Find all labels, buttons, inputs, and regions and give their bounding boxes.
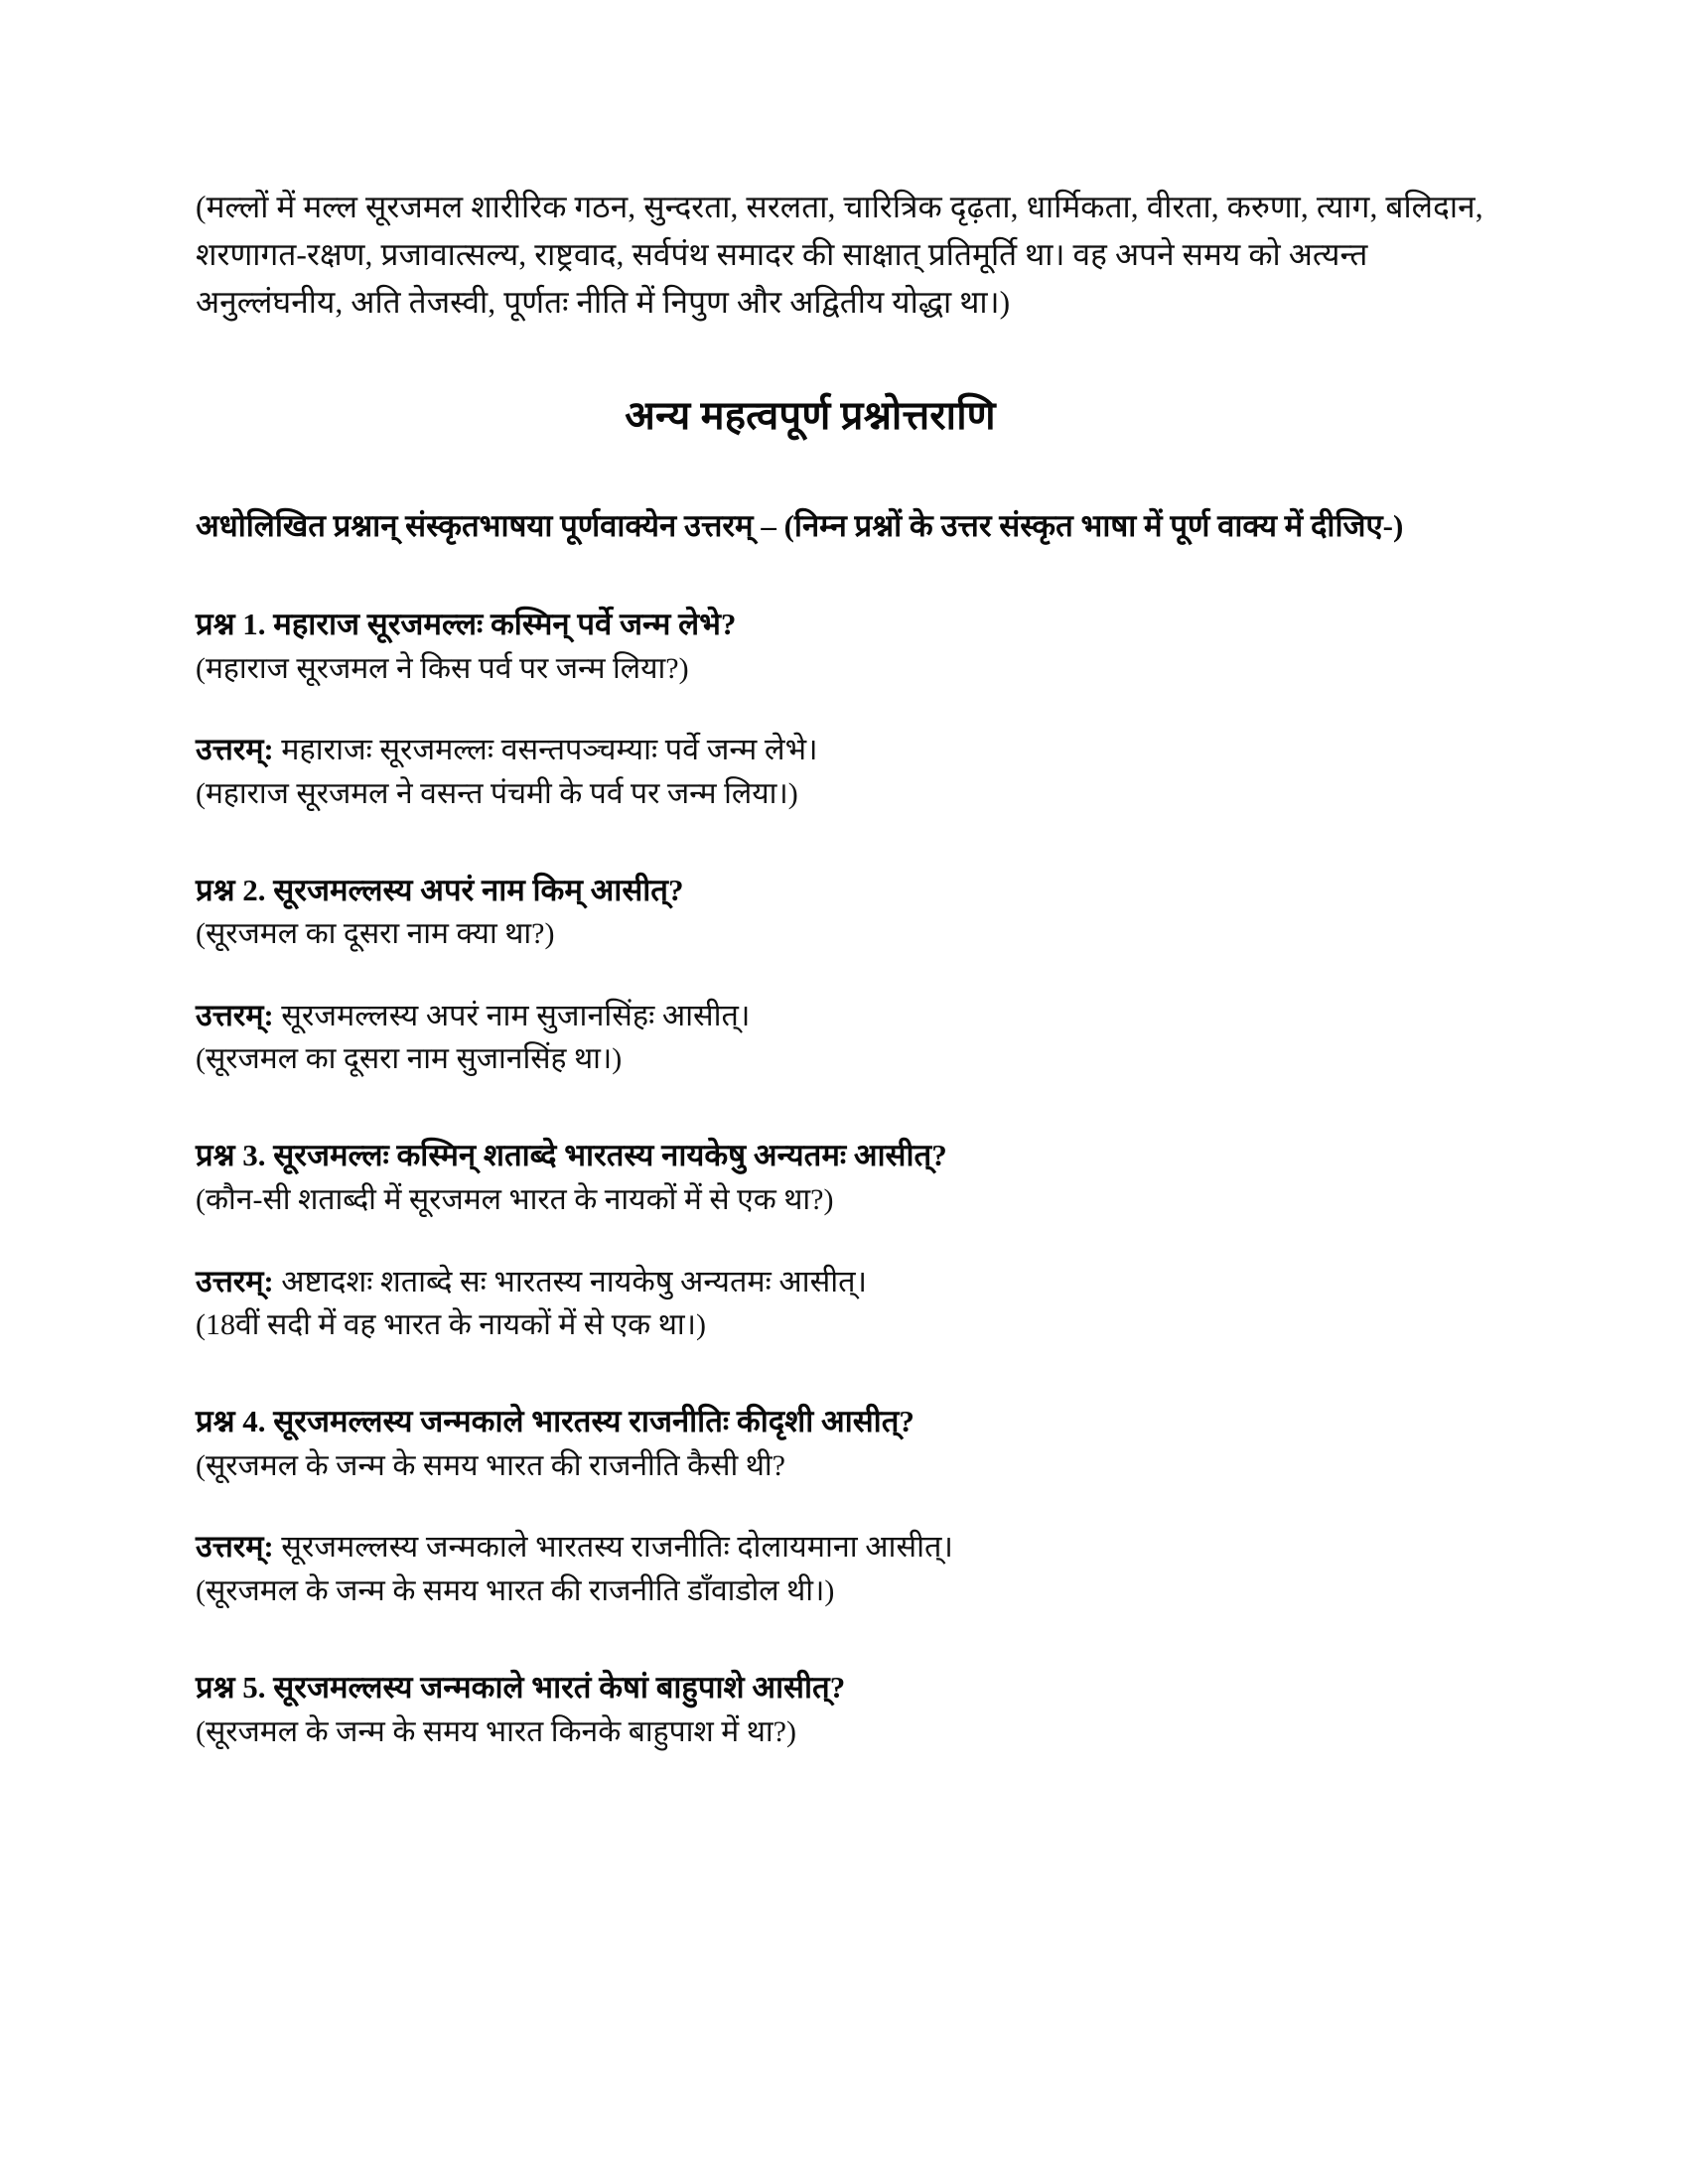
- answer-text: [196, 1526, 1484, 1569]
- question-translation: (सूरजमल के जन्म के समय भारत की राजनीति कैसी थी?: [196, 1449, 785, 1483]
- answer-text: [196, 729, 1484, 771]
- question-text: प्रश्न 3. सूरजमल्लः कस्मिन् शताब्दे भारतस्य नायकेषु अन्यतमः आसीत्?: [196, 1138, 947, 1173]
- answer-label: उत्तरम्:: [196, 732, 274, 766]
- answer-label: उत्तरम्:: [196, 1264, 274, 1298]
- question-translation: (सूरजमल का दूसरा नाम क्या था?): [196, 917, 555, 951]
- answer-text: [196, 1261, 1484, 1303]
- answer-group: [196, 729, 1484, 815]
- answer-translation: (सूरजमल का दूसरा नाम सुजानसिंह था।): [196, 1042, 623, 1076]
- qa-block: [196, 1401, 1484, 1612]
- qa-block: [196, 604, 1484, 815]
- answer-text: [196, 995, 1484, 1037]
- answer-body: सूरजमल्लस्य अपरं नाम सुजानसिंहः आसीत्।: [281, 998, 751, 1032]
- page-title: अन्य महत्वपूर्ण प्रश्नोत्तराणि: [625, 392, 996, 438]
- answer-group: [196, 1261, 1484, 1347]
- question-translation: (सूरजमल के जन्म के समय भारत किनके बाहुपाश में था?): [196, 1714, 796, 1748]
- question-text: प्रश्न 4. सूरजमल्लस्य जन्मकाले भारतस्य राजनीतिः कीदृशी आसीत्?: [196, 1404, 914, 1439]
- answer-label: उत्तरम्:: [196, 1530, 274, 1565]
- answer-group: [196, 995, 1484, 1081]
- qa-list: [196, 604, 1484, 1753]
- intro-paragraph: (मल्लों में मल्ल सूरजमल शारीरिक गठन, सुन्दरता, सरलता, चारित्रिक दृढ़ता, धार्मिकता, वीरता, करुणा, त्याग, बलिदान, शरणागत-रक्षण, प्रजावात्सल्य, राष्ट्रवाद, सर्वपंथ समादर की साक्षात् प्रतिमूर्ति था। वह अपने समय को अत्यन्त अनुल्लंघनीय, अति तेजस्वी, पूर्णतः नीति में निपुण और अद्वितीय योद्धा था।): [196, 190, 1483, 320]
- answer-body: अष्टादशः शताब्दे सः भारतस्य नायकेषु अन्यतमः आसीत्।: [281, 1264, 868, 1298]
- qa-block: [196, 1135, 1484, 1346]
- qa-block: [196, 1667, 1484, 1752]
- instruction-text: अधोलिखित प्रश्नान् संस्कृतभाषया पूर्णवाक्येन उत्तरम् – (निम्न प्रश्नों के उत्तर संस्कृत भाषा में पूर्ण वाक्य में दीजिए-): [196, 507, 1404, 543]
- question-text: प्रश्न 5. सूरजमल्लस्य जन्मकाले भारतं केषां बाहुपाशे आसीत्?: [196, 1670, 846, 1706]
- answer-translation: (सूरजमल के जन्म के समय भारत की राजनीति डाँवाडोल थी।): [196, 1574, 835, 1608]
- question-translation: (कौन-सी शताब्दी में सूरजमल भारत के नायकों में से एक था?): [196, 1183, 834, 1217]
- answer-body: सूरजमल्लस्य जन्मकाले भारतस्य राजनीतिः दोलायमाना आसीत्।: [281, 1530, 953, 1565]
- answer-translation: (18वीं सदी में वह भारत के नायकों में से एक था।): [196, 1308, 707, 1342]
- question-translation: (महाराज सूरजमल ने किस पर्व पर जन्म लिया?): [196, 651, 689, 685]
- answer-label: उत्तरम्:: [196, 998, 274, 1032]
- question-text: प्रश्न 2. सूरजमल्लस्य अपरं नाम किम् आसीत्?: [196, 872, 684, 907]
- qa-block: [196, 870, 1484, 1081]
- question-text: प्रश्न 1. महाराज सूरजमल्लः कस्मिन् पर्वे जन्म लेभे?: [196, 606, 737, 641]
- answer-group: [196, 1526, 1484, 1612]
- answer-translation: (महाराज सूरजमल ने वसन्त पंचमी के पर्व पर जन्म लिया।): [196, 776, 798, 810]
- answer-body: महाराजः सूरजमल्लः वसन्तपञ्चम्याः पर्वे जन्म लेभे।: [281, 732, 818, 766]
